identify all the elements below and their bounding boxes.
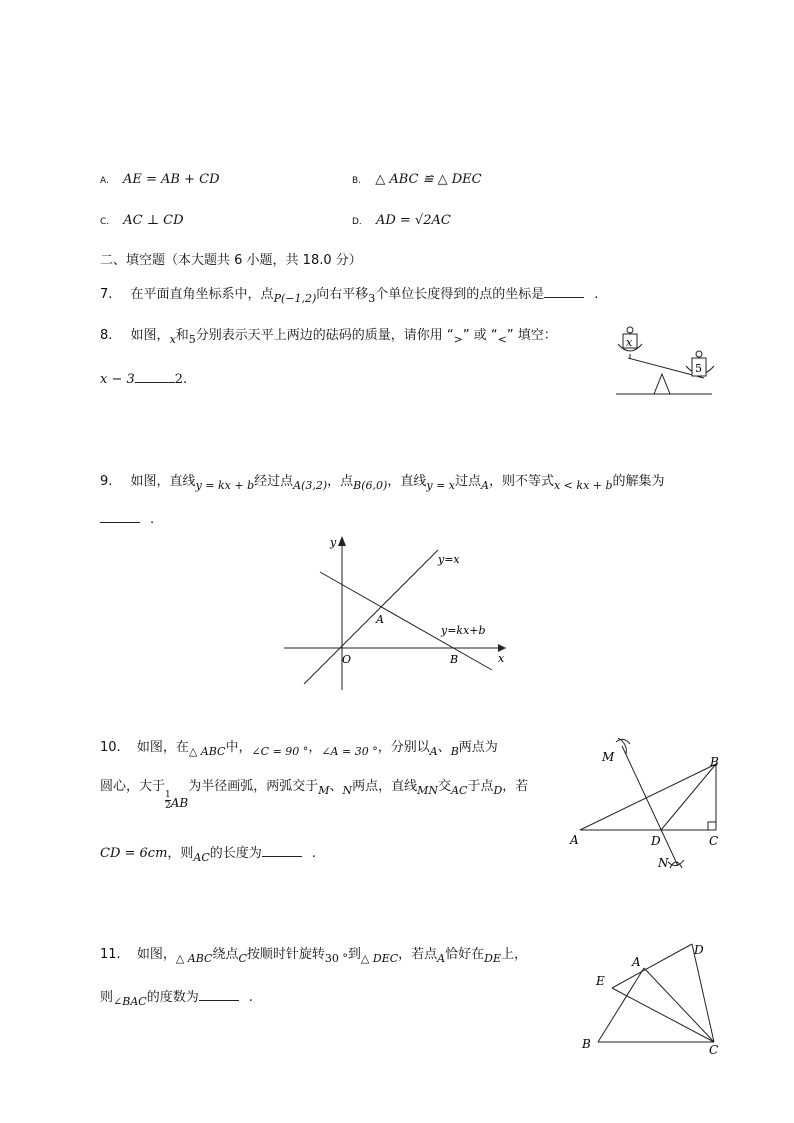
point-c-label-11: C <box>709 1043 719 1057</box>
q9-text-6: ，则不等式 <box>488 474 554 489</box>
q10-line2-text-c: 两点，直线 <box>352 779 418 794</box>
q7-number-3: 3 <box>368 292 376 305</box>
q11-text-2: 绕点 <box>212 947 239 962</box>
q9-text-2: 经过点 <box>254 474 294 489</box>
q10-line2-text-e: 于点 <box>467 779 494 794</box>
q10-text-3: ， <box>308 740 322 755</box>
q9-point-b: B(6,0) <box>353 479 388 492</box>
line-y-eq-x-label: y=x <box>438 553 460 566</box>
section-heading: 二、填空题（本大题共 6 小题，共 18.0 分） <box>100 253 362 268</box>
option-c-expr: AC ⊥ CD <box>123 213 184 228</box>
q9-end: . <box>150 512 155 527</box>
q11-triangle-2: △ DEC <box>360 952 399 965</box>
q11-end: . <box>248 990 253 1005</box>
q10-text-4: ，分别以 <box>377 740 430 755</box>
q10-answer-blank[interactable] <box>262 844 302 857</box>
q10-line2-text-a: 圆心，大于 <box>100 779 166 794</box>
q10-separator: 、 <box>329 779 343 794</box>
q10-ac: AC <box>451 784 468 797</box>
q7-text-1: 在平面直角坐标系中，点 <box>130 287 274 302</box>
q11-text-6: 恰好在 <box>445 947 485 962</box>
q9-number: 9. <box>100 474 113 489</box>
q8-line-2 <box>100 370 187 387</box>
q10-text-2: 中， <box>225 740 252 755</box>
q11-de: DE <box>484 952 501 965</box>
question-8 <box>100 324 557 346</box>
point-c-label-10: C <box>709 834 719 848</box>
q7-point: P(−1,2) <box>273 292 317 305</box>
option-b <box>352 172 482 187</box>
y-axis-label: y <box>330 536 337 549</box>
q10-text-6: 两点为 <box>458 740 498 755</box>
option-c-letter: C. <box>100 217 110 227</box>
line-kx-b-label: y=kx+b <box>441 624 486 637</box>
q10-line3-ac: AC <box>193 851 210 864</box>
q10-line2-text-f: ，若 <box>502 779 529 794</box>
q11-text-4: 到 <box>347 947 361 962</box>
q9-text-3: ，点 <box>327 474 354 489</box>
q10-angle-c: ∠C = 90 ° <box>251 745 309 758</box>
option-d <box>352 213 451 228</box>
q11-line2-text-b: 的度数为 <box>146 990 199 1005</box>
option-d-letter: D. <box>352 217 362 227</box>
q10-number: 10. <box>100 740 121 755</box>
q11-text-5: ，若点 <box>398 947 438 962</box>
question-7 <box>100 283 599 305</box>
q8-text-1: 如图， <box>130 328 170 343</box>
q9-text-4: ，直线 <box>387 474 427 489</box>
q8-gt: > <box>453 333 463 346</box>
triangle-construction-figure <box>566 734 730 872</box>
question-10 <box>100 736 498 758</box>
q10-n: N <box>342 784 353 797</box>
question-9 <box>100 470 665 492</box>
q8-text-2: 和 <box>175 328 189 343</box>
point-a-label: A <box>376 613 384 626</box>
point-b-label: B <box>450 653 459 666</box>
q10-mn: MN <box>417 784 439 797</box>
q10-triangle: △ ABC <box>188 745 226 758</box>
rotation-figure <box>576 936 726 1060</box>
fraction-numerator: 1 <box>165 790 171 800</box>
q8-answer-blank[interactable] <box>135 370 175 383</box>
q10-d: D <box>493 784 503 797</box>
q8-text-5: ” 填空： <box>506 328 557 343</box>
point-a-label-11: A <box>632 955 641 969</box>
q10-end: . <box>311 846 316 861</box>
q10-text-1: 如图，在 <box>136 740 189 755</box>
q10-b: B <box>450 745 459 758</box>
fraction-denominator: 2 <box>165 801 171 811</box>
balance-right-weight-label: 5 <box>695 362 702 375</box>
q11-c: C <box>238 952 247 965</box>
q10-angle-a: ∠A = 30 ° <box>321 745 378 758</box>
point-m-label: M <box>602 750 615 764</box>
q10-a: A <box>429 745 438 758</box>
q11-answer-blank[interactable] <box>199 988 239 1001</box>
q7-number: 7. <box>100 287 113 302</box>
q11-degrees: 30 ° <box>324 952 348 965</box>
q9-text-7: 的解集为 <box>612 474 665 489</box>
q10-text-5: 、 <box>437 740 451 755</box>
q8-text-4: ” 或 “ <box>462 328 498 343</box>
q9-inequality: x < kx + b <box>553 479 613 492</box>
q10-line2-text-d: 交 <box>438 779 452 794</box>
q8-number: 8. <box>100 328 113 343</box>
q9-line-2 <box>100 510 154 527</box>
q9-text-5: 过点 <box>455 474 482 489</box>
balance-left-weight-label: x <box>626 336 633 349</box>
q11-text-7: 上， <box>501 947 528 962</box>
q10-line3-text-b: ，则 <box>167 846 194 861</box>
q11-text-3: 按顺时针旋转 <box>246 947 325 962</box>
question-11 <box>100 943 528 965</box>
q9-eq1: y = kx + b <box>195 479 255 492</box>
point-n-label: N <box>658 856 669 870</box>
q10-line3-text-d: 的长度为 <box>209 846 262 861</box>
q10-line2-text-b: 为半径画弧，两弧交于 <box>188 779 319 794</box>
option-a-expr: AE = AB + CD <box>123 172 220 187</box>
option-a-letter: A. <box>100 176 109 186</box>
q11-line-2 <box>100 986 253 1008</box>
q8-expr-right: 2. <box>174 372 188 387</box>
q11-number: 11. <box>100 947 121 962</box>
point-d-label-10: D <box>651 834 661 848</box>
q7-end: . <box>594 287 599 302</box>
q9-a: A <box>481 479 489 492</box>
option-b-expr: △ ABC ≌ △ DEC <box>375 172 482 187</box>
q7-text-3: 个单位长度得到的点的坐标是 <box>375 287 545 302</box>
option-a <box>100 172 220 187</box>
option-d-expr: AD = √2AC <box>375 213 451 228</box>
q9-text-1: 如图，直线 <box>130 474 196 489</box>
q8-expr: x − 3 <box>100 372 135 387</box>
half-fraction <box>165 790 171 811</box>
q8-x: x <box>169 333 176 346</box>
q11-a: A <box>437 952 446 965</box>
point-b-label-11: B <box>582 1037 591 1051</box>
q9-point-a: A(3,2) <box>293 479 328 492</box>
q10-line-3 <box>100 842 316 864</box>
q8-five: 5 <box>188 333 196 346</box>
point-d-label-11: D <box>694 943 704 957</box>
q10-m: M <box>318 784 330 797</box>
q8-lt: < <box>497 333 507 346</box>
q10-line-2 <box>100 775 529 811</box>
q8-text-3: 分别表示天平上两边的砝码的质量，请你用 “ <box>195 328 454 343</box>
q7-answer-blank[interactable] <box>544 285 584 298</box>
q11-line2-text-a: 则 <box>100 990 114 1005</box>
point-e-label-11: E <box>596 974 605 988</box>
q11-angle: ∠BAC <box>113 995 147 1008</box>
q11-text-1: 如图， <box>136 947 176 962</box>
q10-cd: CD = 6cm <box>100 846 168 861</box>
point-b-label-10: B <box>710 755 719 769</box>
q9-eq2: y = x <box>426 479 455 492</box>
x-axis-label: x <box>498 652 505 665</box>
q11-triangle-1: △ ABC <box>175 952 213 965</box>
option-b-letter: B. <box>352 176 362 186</box>
balance-figure <box>612 322 722 398</box>
q9-answer-blank[interactable] <box>100 510 140 523</box>
origin-label: O <box>342 653 352 666</box>
q7-text-2: 向右平移 <box>316 287 369 302</box>
graph-figure <box>280 532 512 692</box>
option-c <box>100 213 184 228</box>
q10-ab: AB <box>170 796 189 810</box>
point-a-label-10: A <box>570 833 579 847</box>
